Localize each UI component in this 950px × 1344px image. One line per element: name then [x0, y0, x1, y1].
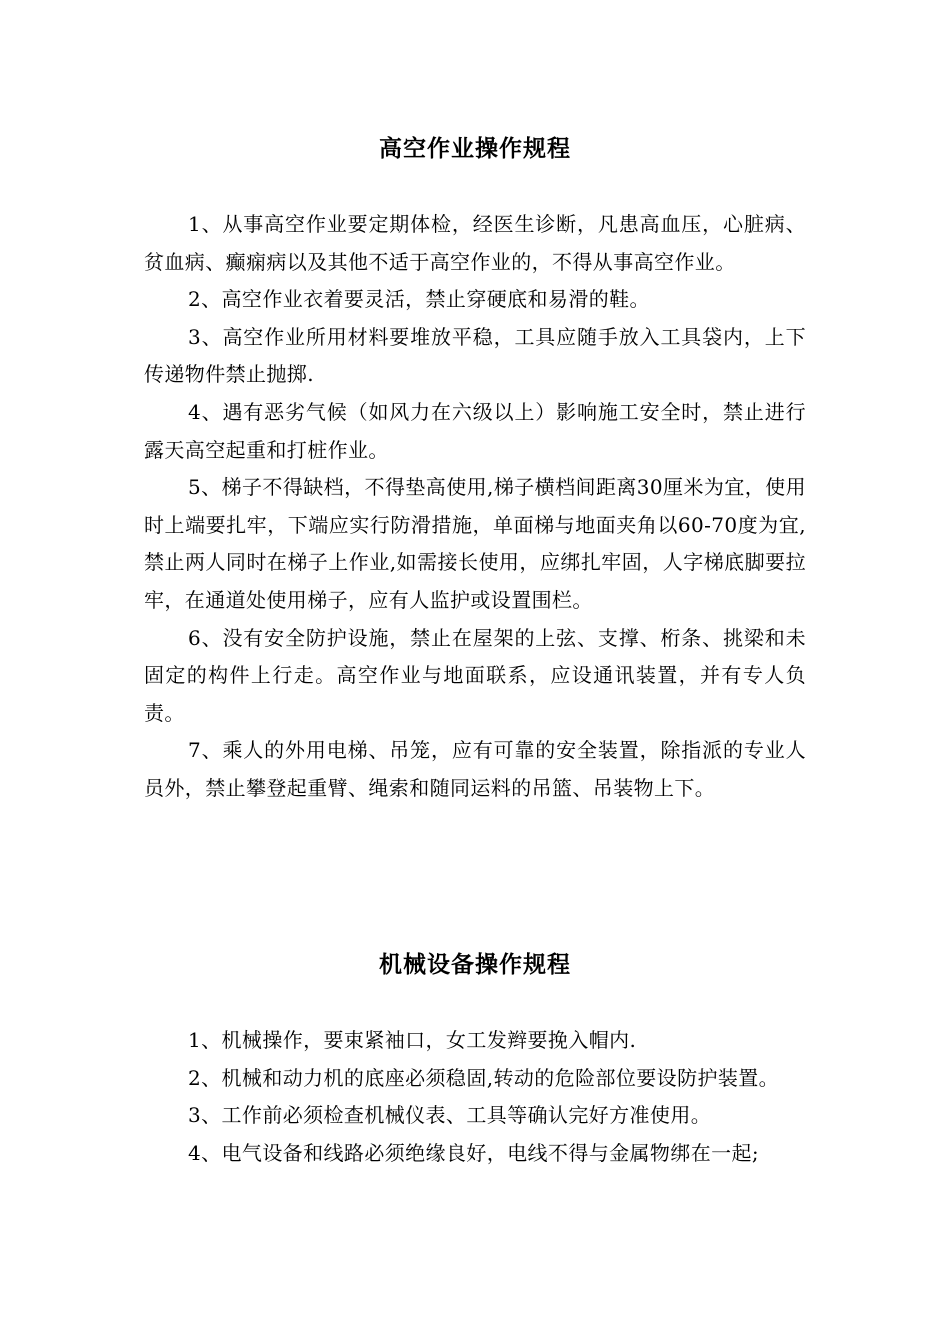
paragraph-1: 1、从事高空作业要定期体检，经医生诊断，凡患高血压，心脏病、贫血病、癫痫病以及其他不适于高空作业的，不得从事高空作业。	[144, 212, 806, 274]
paragraph-2: 2、机械和动力机的底座必须稳固,转动的危险部位要设防护装置。	[188, 1065, 780, 1090]
section-title-machinery: 机械设备操作规程	[379, 952, 571, 978]
paragraph-7: 7、乘人的外用电梯、吊笼，应有可靠的安全装置，除指派的专业人员外，禁止攀登起重臂、绳索和随同运料的吊篮、吊装物上下。	[144, 738, 806, 800]
paragraph-3: 3、高空作业所用材料要堆放平稳，工具应随手放入工具袋内，上下传递物件禁止抛掷.	[144, 324, 806, 387]
paragraph-4: 4、遇有恶劣气候（如风力在六级以上）影响施工安全时，禁止进行露天高空起重和打桩作业。	[144, 399, 806, 462]
section-title-high-altitude: 高空作业操作规程	[379, 136, 571, 162]
section-body-high-altitude	[144, 206, 806, 808]
section-body-machinery	[144, 1022, 806, 1172]
paragraph-6: 6、没有安全防护设施，禁止在屋架的上弦、支撑、桁条、挑梁和未固定的构件上行走。高空作业与地面联系，应设通讯装置，并有专人负责。	[144, 625, 806, 725]
paragraph-2: 2、高空作业衣着要灵活，禁止穿硬底和易滑的鞋。	[188, 287, 650, 312]
paragraph-5: 5、梯子不得缺档，不得垫高使用,梯子横档间距离30厘米为宜，使用时上端要扎牢，下端应实行防滑措施，单面梯与地面夹角以60-70度为宜,禁止两人同时在梯子上作业,如需接长使用，应绑扎牢固，人字梯底脚要拉牢，在通道处使用梯子，应有人监护或设置围栏。	[144, 475, 806, 612]
paragraph-1: 1、机械操作，要束紧袖口，女工发辫要挽入帽内.	[188, 1028, 637, 1052]
paragraph-3: 3、工作前必须检查机械仪表、工具等确认完好方准使用。	[188, 1103, 712, 1128]
paragraph-4: 4、电气设备和线路必须绝缘良好，电线不得与金属物绑在一起;	[188, 1140, 760, 1165]
